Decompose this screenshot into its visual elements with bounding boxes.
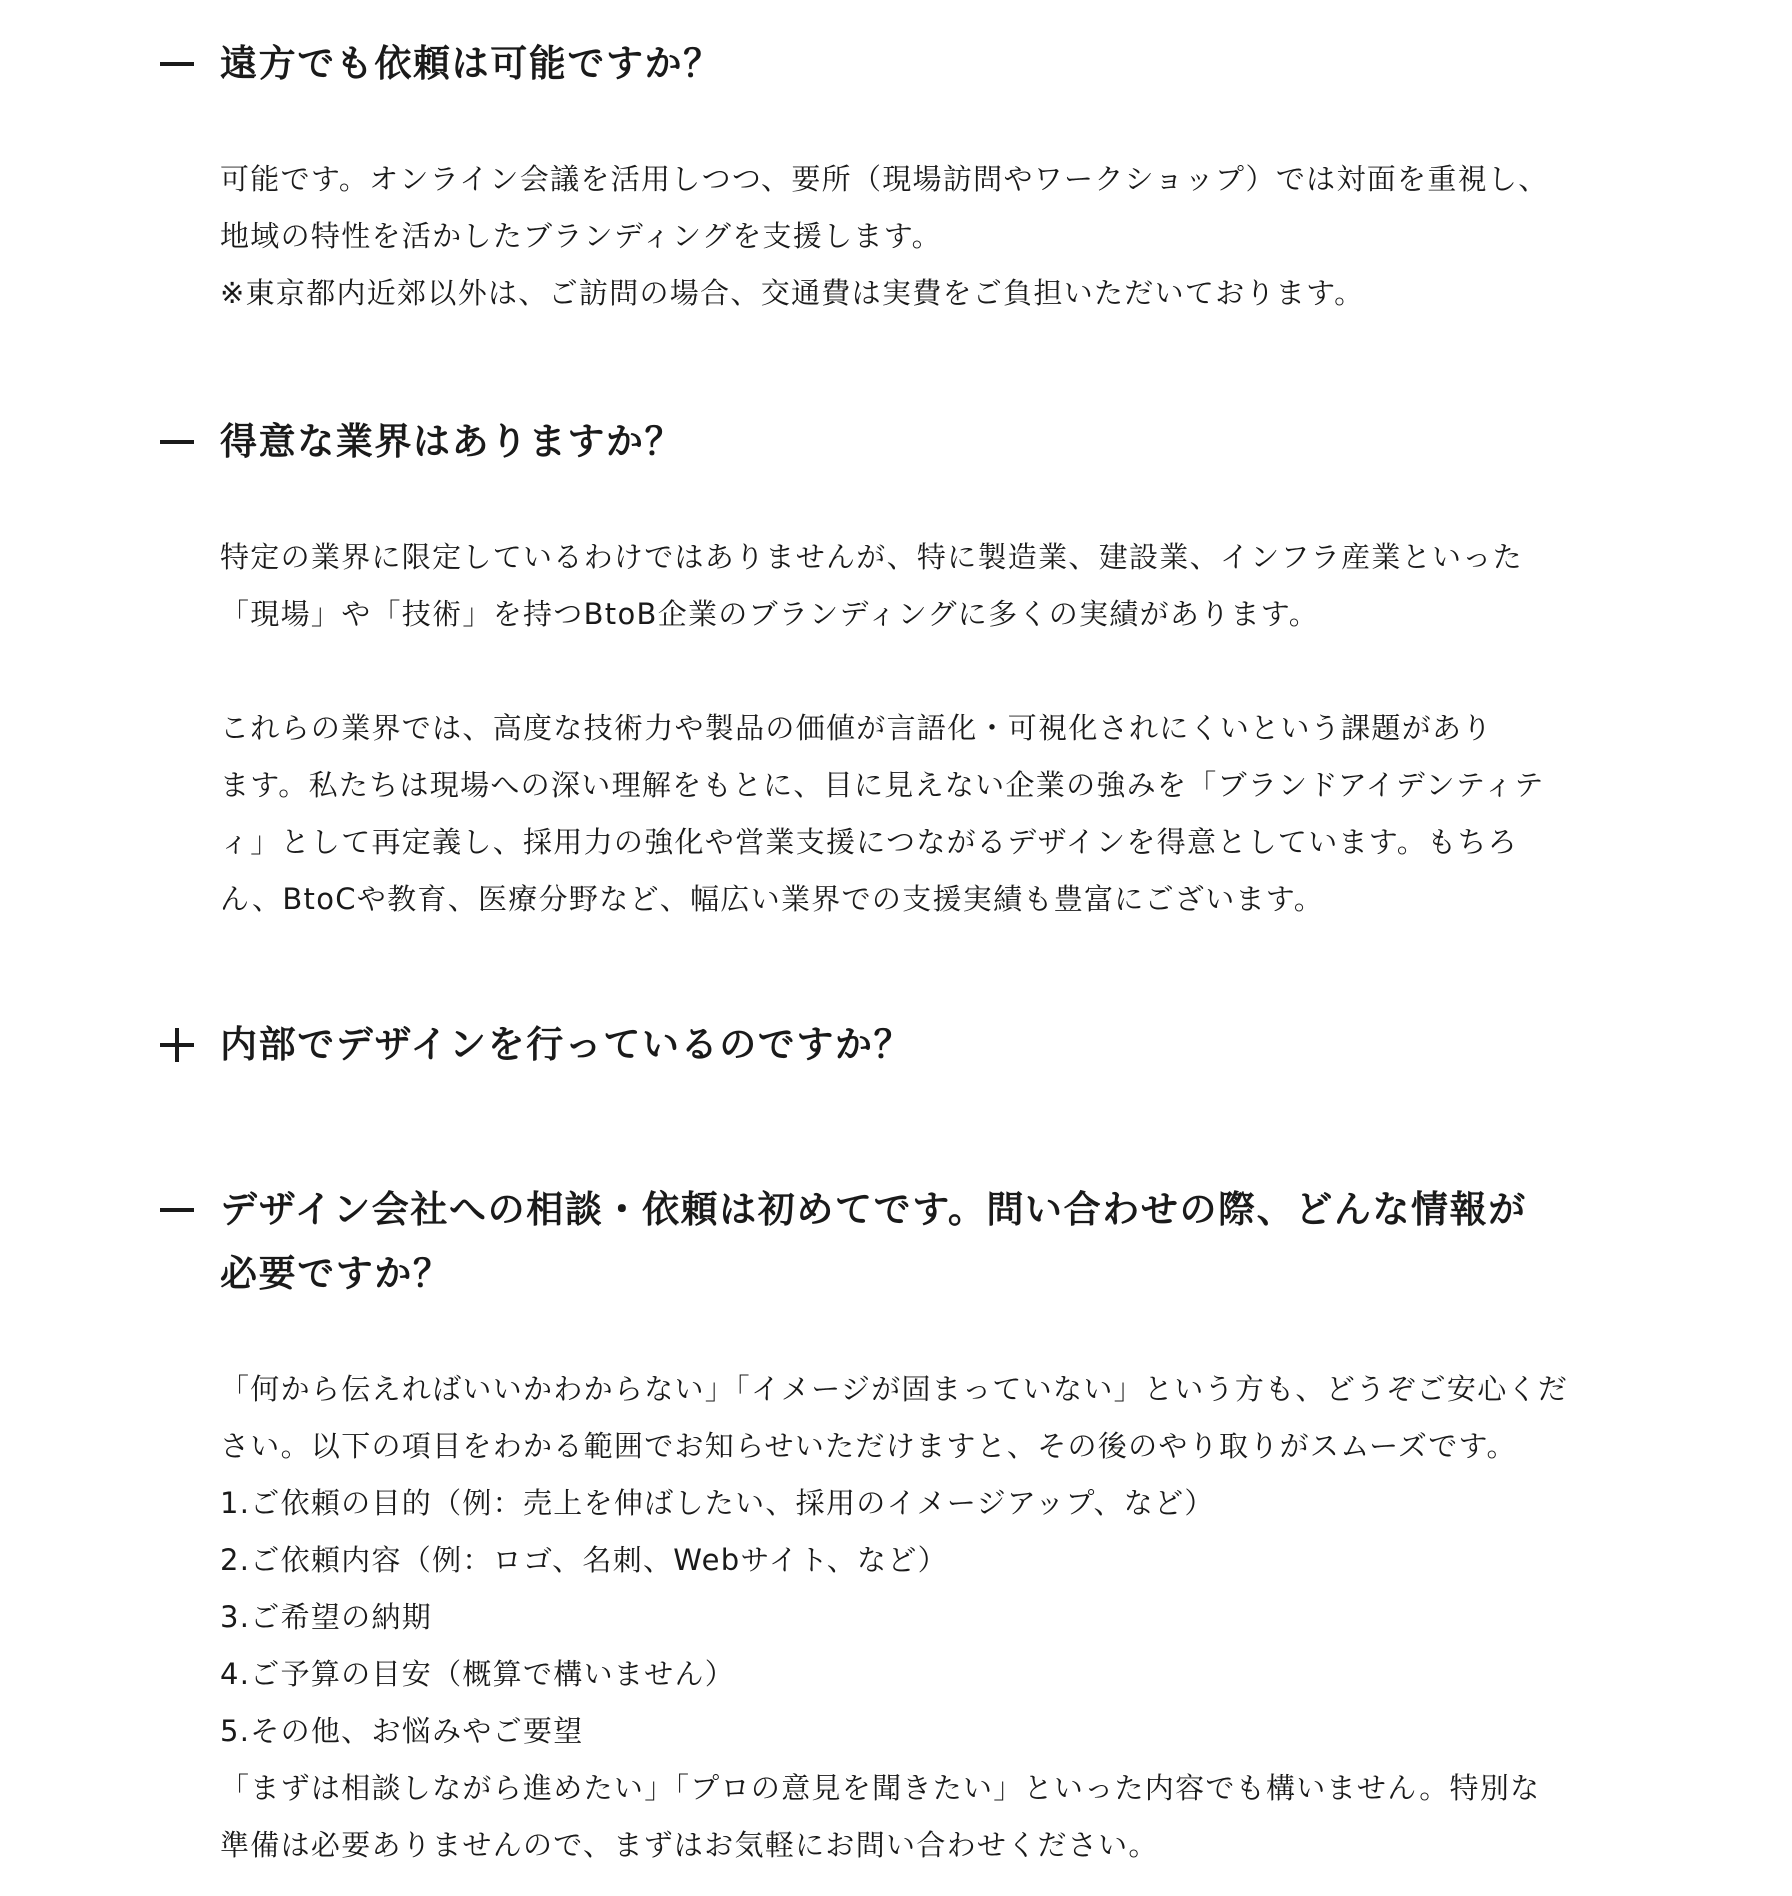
answer-list-item: 3.ご希望の納期 (220, 1600, 433, 1634)
minus-icon[interactable] (160, 36, 196, 92)
question-line: デザイン会社への相談・依頼は初めてです。問い合わせの際、どんな情報が (220, 1188, 1527, 1231)
faq-question-toggle[interactable] (160, 32, 1590, 96)
minus-icon[interactable] (160, 1182, 196, 1238)
answer-paragraph (220, 151, 1590, 322)
minus-icon[interactable] (160, 414, 196, 470)
question-line: 必要ですか？ (220, 1252, 452, 1295)
faq-item-industries (160, 410, 1590, 928)
answer-line: 「まずは相談しながら進めたい」「プロの意見を聞きたい」といった内容でも構いません。特別な (220, 1771, 1541, 1805)
faq-answer (220, 529, 1590, 928)
answer-line: 準備は必要ありませんので、まずはお気軽にお問い合わせください。 (220, 1828, 1159, 1862)
faq-item-in-house-design (160, 1013, 1590, 1077)
answer-list-item: 1.ご依頼の目的（例：売上を伸ばしたい、採用のイメージアップ、など） (220, 1486, 1215, 1520)
answer-list-item: 2.ご依頼内容（例：ロゴ、名刺、Webサイト、など） (220, 1543, 948, 1577)
answer-line: 特定の業界に限定しているわけではありませんが、特に製造業、建設業、インフラ産業といった (220, 540, 1523, 574)
answer-line: ます。私たちは現場への深い理解をもとに、目に見えない企業の強みを「ブランドアイデンティテ (220, 768, 1545, 802)
faq-question: 遠方でも依頼は可能ですか？ (220, 42, 722, 85)
answer-line: ィ」として再定義し、採用力の強化や営業支援につながるデザインを得意としています。もちろ (220, 825, 1518, 859)
faq-question-toggle[interactable] (160, 410, 1590, 474)
answer-line: 可能です。オンライン会議を活用しつつ、要所（現場訪問やワークショップ）では対面を重視し、 (220, 162, 1549, 196)
faq-question-toggle[interactable] (160, 1178, 1590, 1306)
answer-line: ん、BtoCや教育、医療分野など、幅広い業界での支援実績も豊富にございます。 (220, 882, 1325, 916)
answer-list-item: 5.その他、お悩みやご要望 (220, 1714, 584, 1748)
answer-line: これらの業界では、高度な技術力や製品の価値が言語化・可視化されにくいという課題があり (220, 711, 1493, 745)
answer-line: 「現場」や「技術」を持つBtoB企業のブランディングに多くの実績があります。 (220, 597, 1320, 631)
answer-line: さい。以下の項目をわかる範囲でお知らせいただけますと、その後のやり取りがスムーズです。 (220, 1429, 1517, 1463)
faq-item-remote (160, 32, 1590, 322)
faq-question-toggle[interactable] (160, 1013, 1590, 1077)
faq-question: 得意な業界はありますか？ (220, 420, 684, 463)
faq-answer (220, 151, 1590, 322)
faq-question (220, 1178, 1560, 1306)
answer-line: 地域の特性を活かしたブランディングを支援します。 (220, 219, 942, 253)
answer-list-item: 4.ご予算の目安（概算で構いません） (220, 1657, 736, 1691)
faq-answer (220, 1361, 1590, 1874)
answer-paragraph (220, 700, 1590, 928)
answer-paragraph (220, 1361, 1590, 1874)
faq-question: 内部でデザインを行っているのですか？ (220, 1023, 913, 1066)
faq-item-first-inquiry (160, 1178, 1590, 1874)
plus-icon[interactable] (160, 1017, 196, 1073)
answer-line: 「何から伝えればいいかわからない」「イメージが固まっていない」という方も、どうぞご安心くだ (220, 1372, 1569, 1406)
answer-line: ※東京都内近郊以外は、ご訪問の場合、交通費は実費をご負担いただいております。 (220, 276, 1365, 310)
answer-paragraph (220, 529, 1590, 643)
